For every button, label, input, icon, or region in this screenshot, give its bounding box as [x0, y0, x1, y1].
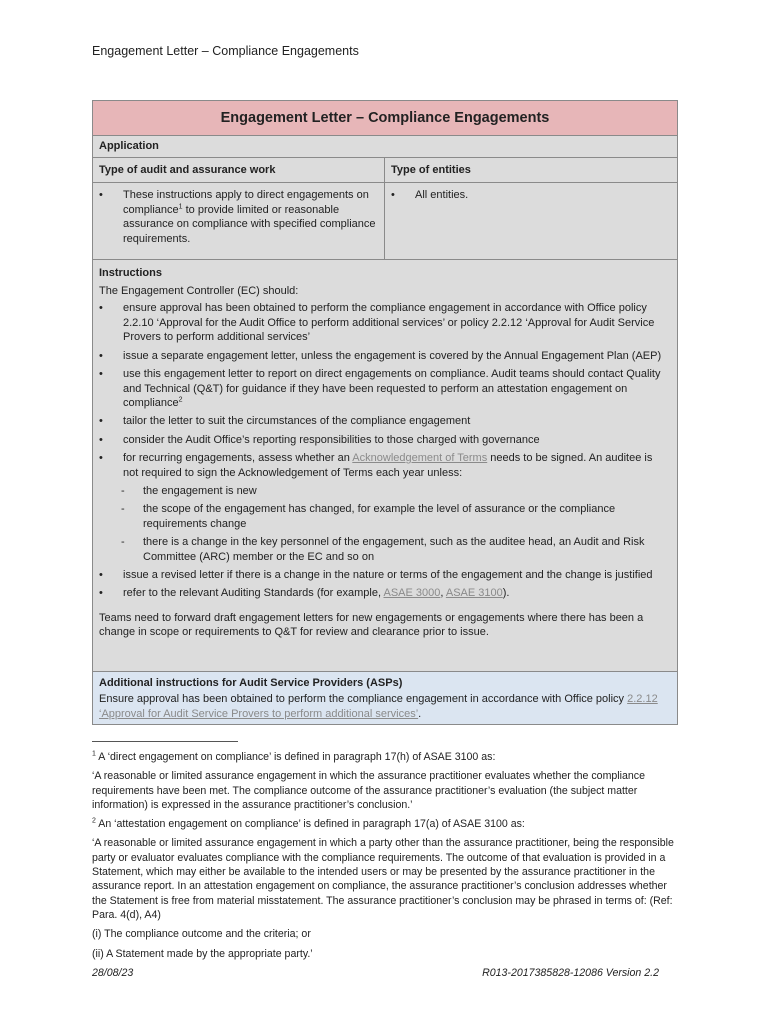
bullet-icon: • — [99, 302, 103, 315]
bullet-icon: • — [99, 189, 103, 201]
entities-cell — [385, 183, 677, 259]
sub-list-item: - the scope of the engagement has changed, for example the level of assurance or the compliance requirements change — [121, 503, 616, 530]
teams-note: Teams need to forward draft engagement letters for new engagements or engagements where there has been a change in scope or requirements to Q&T for review and clearance prior to issue. — [99, 611, 644, 639]
bullet-icon: • — [99, 568, 103, 581]
footnote-2-quote: ‘A reasonable or limited assurance engagement in which a party other than the assurance practitioner, being the responsible party or evaluator evaluates compliance with the compliance requirements. The outcome of that evaluation is provided in a Statement, which may either be available to the intended users or may be presented by the assurance practitioner in the assurance report. In an attestation engagement on compliance, the assurance practitioner’s conclusion addresses whether the Statement is free from material misstatement. The assurance practitioner’s conclusion may be phrased in terms of: (Ref: Para. 4(d), A4) — [92, 837, 674, 921]
footnote-ref-2[interactable]: 2 — [178, 396, 183, 404]
sub-list-item: - the engagement is new — [121, 484, 257, 497]
footer-reference: R013-2017385828-12086 Version 2.2 — [482, 967, 659, 979]
audit-work-cell — [93, 183, 385, 259]
col-audit-work-header: Type of audit and assurance work — [93, 158, 385, 182]
instructions-heading: Instructions — [99, 267, 162, 279]
instructions-box — [92, 100, 678, 725]
footnote-2-item-i: (i) The compliance outcome and the criteria; or — [92, 928, 311, 941]
page-header: Engagement Letter – Compliance Engagements — [92, 44, 359, 58]
footer-date: 28/08/23 — [92, 967, 134, 979]
column-headers — [93, 158, 677, 183]
footnotes — [92, 750, 682, 966]
footnote-1-quote: ‘A reasonable or limited assurance engagement in which the assurance practitioner evaluates whether the compliance requirements have been met. The compliance outcome of the assurance practitioner’s evaluation (the subject matter information) is expressed in the assurance practitioner’s conclusion.’ — [92, 770, 645, 811]
box-title: Engagement Letter – Compliance Engagements — [93, 101, 677, 136]
column-body — [93, 183, 677, 260]
instructions-intro: The Engagement Controller (EC) should: — [99, 284, 299, 297]
list-item: • issue a revised letter if there is a change in the nature or terms of the engagement and the change is justified — [99, 568, 653, 581]
list-item: • tailor the letter to suit the circumstances of the compliance engagement — [99, 415, 471, 428]
list-item: • ensure approval has been obtained to perform the compliance engagement in accordance with Office policy 2.2.10 ‘Approval for the Audit Office to perform additional services’ or policy 2.2.12 ‘Approval for Audit Service Provers to perform additional services’ — [99, 302, 655, 344]
footnote-divider — [92, 741, 238, 742]
list-item: • issue a separate engagement letter, unless the engagement is covered by the Annual Engagement Plan (AEP) — [99, 349, 662, 362]
instructions-section — [93, 260, 677, 672]
asae-3000-link[interactable]: ASAE 3000 — [383, 587, 441, 600]
instructions-list — [99, 301, 669, 601]
list-item: • refer to the relevant Auditing Standards (for example, ASAE 3000, ASAE 3100). — [99, 587, 510, 600]
list-item: • for recurring engagements, assess whether an Acknowledgement of Terms needs to be signed. An auditee is not required to sign the Acknowledgement of Terms each year unless: — [99, 451, 653, 479]
asp-section — [93, 672, 677, 724]
bullet-icon: • — [99, 587, 103, 600]
asp-text: Ensure approval has been obtained to perform the compliance engagement in accordance with Office policy 2.2.12 ‘Approval for Audit Service Provers to perform additional services’. — [99, 693, 658, 720]
asp-heading: Additional instructions for Audit Service Providers (ASPs) — [99, 677, 403, 689]
audit-work-text: These instructions apply to direct engagements on compliance$^1$ to provide limited or reasonable assurance on compliance with specified compliance requirements. — [123, 189, 376, 245]
footnote-2-item-ii: (ii) A Statement made by the appropriate party.’ — [92, 947, 313, 960]
list-item: • consider the Audit Office’s reporting responsibilities to those charged with governance — [99, 433, 540, 446]
bullet-icon: • — [99, 451, 103, 464]
col-entities-header: Type of entities — [391, 164, 471, 176]
footnote-2: $^2$ An ‘attestation engagement on compliance’ is defined in paragraph 17(a) of ASAE 3100 as: — [92, 817, 525, 831]
bullet-icon: • — [99, 349, 103, 362]
sub-list-item: - there is a change in the key personnel of the engagement, such as the auditee head, an Audit and Risk Committee (ARC) member or the EC and so on — [121, 536, 645, 563]
asae-3100-link[interactable]: ASAE 3100 — [445, 587, 503, 600]
bullet-icon: • — [99, 367, 103, 380]
policy-2-2-12-link[interactable]: 2.2.12 ‘Approval for Audit Service Provers to perform additional services’ — [99, 693, 658, 720]
list-item: • use this engagement letter to report on direct engagements on compliance. Audit teams should contact Quality and Technical (Q&T) for guidance if they have been requested to perform an attestation engagement on compliance$^2$ — [99, 367, 661, 410]
bullet-icon: • — [99, 415, 103, 428]
footnote-ref-1[interactable]: 1 — [178, 202, 183, 210]
bullet-icon: • — [99, 433, 103, 446]
footnote-1: $^1$ A ‘direct engagement on compliance’ is defined in paragraph 17(h) of ASAE 3100 as: — [92, 750, 496, 763]
acknowledgement-of-terms-link[interactable]: Acknowledgement of Terms — [352, 451, 488, 464]
application-heading: Application — [93, 136, 677, 158]
bullet-icon: • — [391, 189, 395, 201]
entities-text: All entities. — [415, 189, 469, 201]
